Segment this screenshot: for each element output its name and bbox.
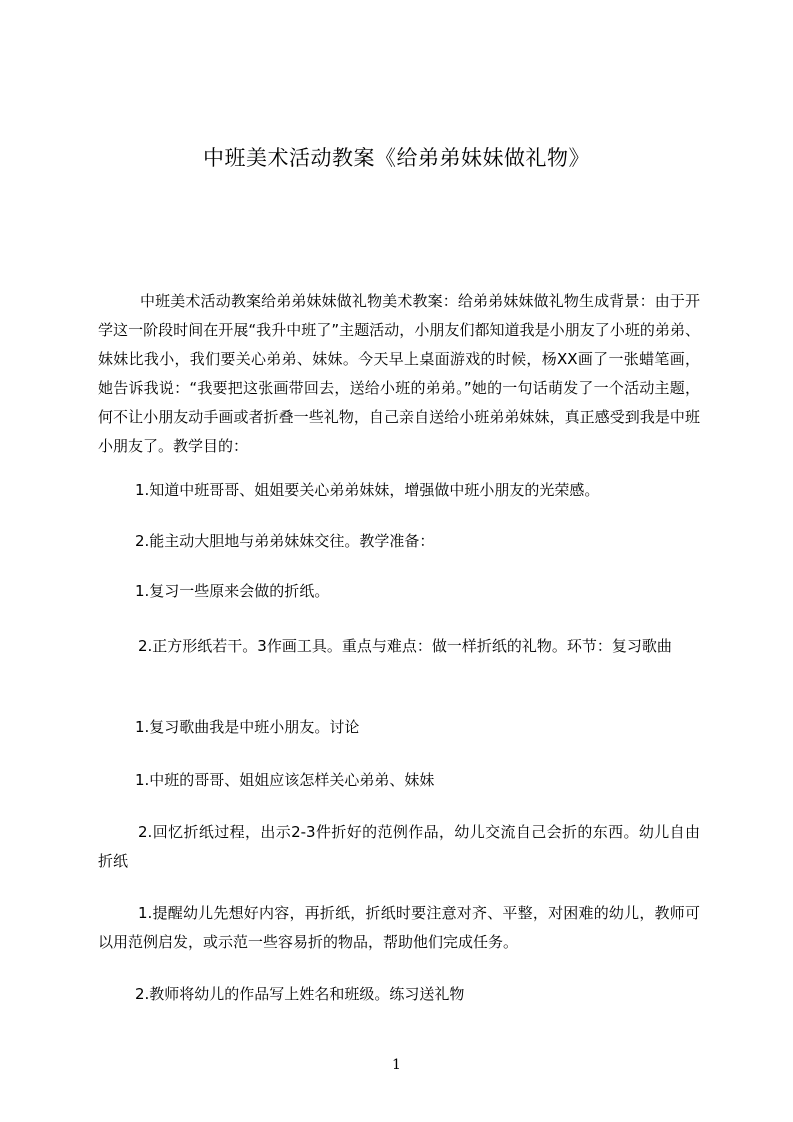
paragraph-background: 中班美术活动教案给弟弟妹妹做礼物美术教案：给弟弟妹妹做礼物生成背景：由于开学这一阶段时间在开展“我升中班了”主题活动，小朋友们都知道我是小朋友了小班的弟弟、妹妹比我小，我们要关心弟弟、妹妹。今天早上桌面游戏的时候，杨XX画了一张蜡笔画，她告诉我说：“我要把这张画带回去，送给小班的弟弟。”她的一句话萌发了一个活动主题，何不让小朋友动手画或者折叠一些礼物，自己亲自送给小班弟弟妹妹，真正感受到我是中班小朋友了。教学目的： (98, 292, 700, 455)
paragraph-discuss-1: 1.中班的哥哥、姐姐应该怎样关心弟弟、妹妹 (135, 771, 435, 789)
paragraph-goal-2: 2.能主动大胆地与弟弟妹妹交往。教学准备： (135, 532, 435, 550)
paragraph-discuss-2: 2.回忆折纸过程，出示2-3件折好的范例作品，幼儿交流自己会折的东西。幼儿自由折纸 (98, 823, 700, 870)
paragraph-fold-2: 2.教师将幼儿的作品写上姓名和班级。练习送礼物 (135, 985, 465, 1003)
page-number: 1 (392, 1057, 401, 1073)
paragraph-goal-1: 1.知道中班哥哥、姐姐要关心弟弟妹妹，增强做中班小朋友的光荣感。 (135, 481, 600, 499)
document-title: 中班美术活动教案《给弟弟妹妹做礼物》 (203, 146, 590, 170)
paragraph-prep-1: 1.复习一些原来会做的折纸。 (135, 582, 330, 600)
paragraph-fold-1: 1.提醒幼儿先想好内容，再折纸，折纸时要注意对齐、平整，对困难的幼儿，教师可以用范例启发，或示范一些容易折的物品，帮助他们完成任务。 (98, 904, 700, 951)
paragraph-prep-2: 2.正方形纸若干。3作画工具。重点与难点：做一样折纸的礼物。环节：复习歌曲 (138, 637, 672, 655)
paragraph-review-song: 1.复习歌曲我是中班小朋友。讨论 (135, 718, 360, 736)
